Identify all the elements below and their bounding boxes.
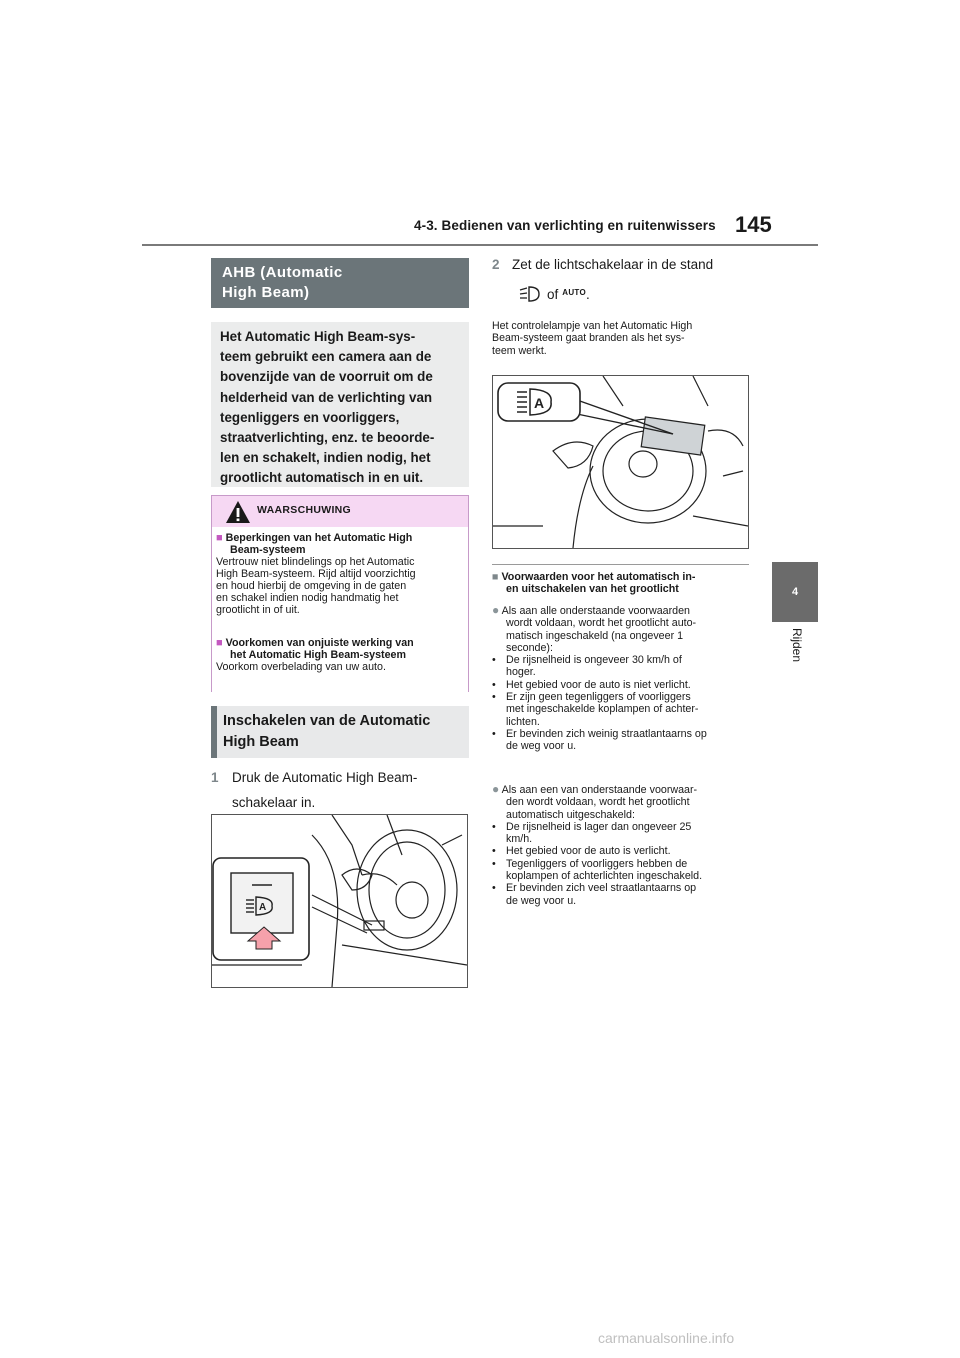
circle-bullet-icon: ● [492, 782, 500, 796]
section-header-title: 4-3. Bedienen van verlichting en ruitenwissers [414, 218, 716, 233]
step-1: 1 [211, 770, 219, 785]
dashboard-illustration [212, 815, 467, 987]
indicator-note: Het controlelampje van het Automatic High Beam-systeem gaat branden als het sys- teem werkt. [492, 320, 693, 357]
warning-body: ■ Beperkingen van het Automatic High Beam-systeem Vertrouw niet blindelings op het Automatic High Beam-systeem. Rijd altijd voorzichtig en houd hierbij de omgeving in de gaten en schakel indien nodig handmatig het grootlicht in of uit. ■ Voorkomen van onjuiste werking van het Automatic High Beam-systeem Voorkom overbelading van uw auto. [212, 527, 468, 692]
section-heading-enable-ahb: Inschakelen van de Automatic High Beam [211, 706, 469, 758]
headlight-icon [519, 285, 541, 303]
step-2-switch-positions: of AUTO . [519, 284, 590, 304]
circle-bullet-icon: ● [492, 603, 500, 617]
chapter-label: Rijden [790, 628, 804, 663]
intro-text: Het Automatic High Beam-sys- teem gebruikt een camera aan de bovenzijde van de voorruit om de helderheid van de verlichting van tegenliggers en voorliggers, straatverlichting, enz. te beoorde- len en schakelt, indien nodig, het grootlicht automatisch in en uit. [220, 329, 435, 486]
list-item: • De rijsnelheid is ongeveer 30 km/h of [492, 654, 682, 667]
list-item: • De rijsnelheid is lager dan ongeveer 25 [492, 820, 692, 833]
conditions-on: ● Als aan alle onderstaande voorwaarden wordt voldaan, wordt het grootlicht auto- matisch ingeschakeld (na ongeveer 1 seconde): • De rijsnelheid is ongeveer 30 km/h of hoger. • Het gebied voor de auto is niet verlicht. • Er zijn geen tegenliggers of voorliggers met ingeschakelde koplampen of achter- lichten. • Er bevinden zich weinig straatlantaarns op de weg voor u. [492, 604, 762, 753]
step-2-text: Zet de lichtschakelaar in de stand [512, 257, 714, 272]
warning-triangle-icon [225, 500, 251, 524]
section-heading-ahb: AHB (Automatic High Beam) [211, 258, 469, 308]
intro-box [211, 322, 469, 487]
svg-text:A: A [259, 902, 267, 913]
warning-box [211, 495, 469, 692]
square-bullet-icon: ■ [216, 637, 223, 649]
chapter-tab [772, 562, 818, 622]
subsection-rule [492, 564, 749, 565]
square-bullet-icon: ■ [216, 532, 223, 544]
conditions-off: ● Als aan een van onderstaande voorwaar- den wordt voldaan, wordt het grootlicht automatisch uitgeschakeld: • De rijsnelheid is lager dan ongeveer 25 km/h. • Het gebied voor de auto is verlicht. • Tegenliggers of voorliggers hebben de koplampen of achterlichten ingeschakeld. • Er bevinden zich veel straatlantaarns op de weg voor u. [492, 783, 762, 907]
warning-title: WAARSCHUWING [257, 504, 352, 516]
watermark: carmanualsonline.info [598, 1330, 735, 1346]
figure-indicator-light [492, 375, 749, 549]
step-1-text: Druk de Automatic High Beam- schakelaar in. [232, 770, 418, 810]
square-bullet-icon: ■ [492, 571, 499, 583]
list-item: • Er zijn geen tegenliggers of voorliggers [492, 691, 691, 704]
conditions-heading: ■ Voorwaarden voor het automatisch in- en uitschakelen van het grootlicht [492, 571, 696, 596]
step-2: 2 [492, 257, 500, 272]
list-item: • Er bevinden zich veel straatlantaarns op [492, 882, 697, 895]
list-item: • Tegenliggers of voorliggers hebben de [492, 857, 688, 870]
svg-text:A: A [534, 395, 545, 411]
page-number: 145 [735, 212, 772, 237]
list-item: • Het gebied voor de auto is niet verlicht. [492, 678, 691, 691]
figure-ahb-switch [211, 814, 468, 988]
cockpit-illustration [493, 376, 748, 548]
header-rule [142, 244, 818, 246]
chapter-number: 4 [791, 586, 799, 598]
list-item: • Het gebied voor de auto is verlicht. [492, 845, 671, 858]
auto-icon: AUTO [562, 287, 586, 297]
list-item: • Er bevinden zich weinig straatlantaarns op [492, 727, 707, 740]
